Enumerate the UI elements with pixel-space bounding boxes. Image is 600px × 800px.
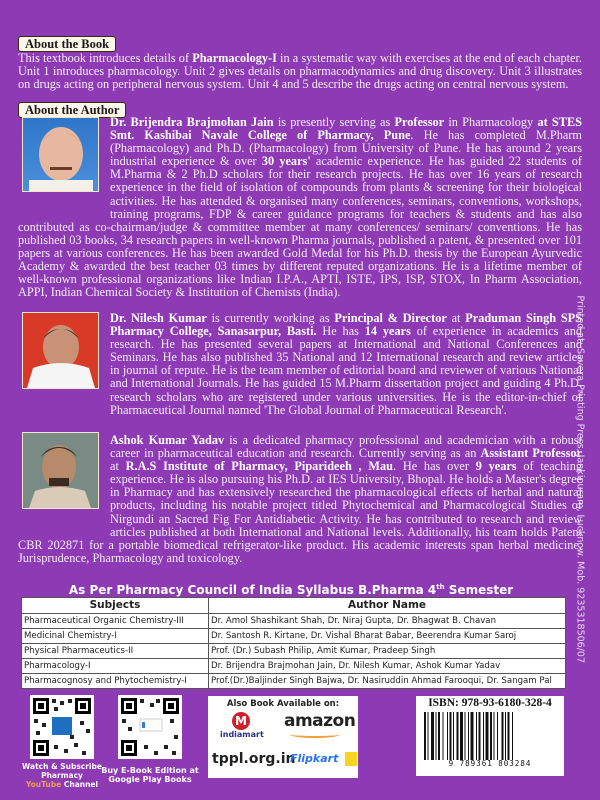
- syllabus-title: As Per Pharmacy Council of India Syllabus B.Pharma 4th Semester: [68, 583, 514, 597]
- subject-cell: Medicinal Chemistry-I: [22, 629, 209, 644]
- barcode-bar: [497, 712, 498, 760]
- barcode-bar: [471, 712, 474, 760]
- flipkart-logo[interactable]: Flipkart: [290, 752, 357, 766]
- barcode-bar: [508, 712, 510, 760]
- subject-cell: Pharmaceutical Organic Chemistry-III: [22, 614, 209, 629]
- availability-box: [208, 696, 358, 778]
- tppl-link[interactable]: tppl.org.in: [212, 751, 296, 767]
- header-subjects: Subjects: [22, 598, 209, 614]
- barcode-bar: [438, 712, 440, 760]
- about-book-text: This textbook introduces details of Pharmacology-I in a systematic way with exercises at the end of each chapter. Unit 1 introduces pharmacology. Unit 2 gives details on pharmacodynamics and drug discovery. Unit 3 illustrates on drugs acting on peripheral nervous system. Unit 4 and 5 describe the drugs acting on central nervous system.: [18, 51, 582, 92]
- barcode-bar: [505, 712, 506, 760]
- author3-bio: Ashok Kumar Yadav is a dedicated pharmacy professional and academician with a robust career in pharmaceutical education and research. Currently serving as an Assistant Professor at R.A.S Institute of Pharmacy, Piparideeh , Mau. He has over 9 years of teaching experience. He is also pursuing his Ph.D. at IES University, Bhopal. He holds a Master's degree in Pharmacy and has extensively researched the pharmacological effects of herbal and natural products, including his notable project titled Phytochemical and Pharmacological Studies of Nirgundi an Sacred Fig For Antidiabetic Activity. He has contributed to research and review articles published at both International and National levels. Additionally, his team holds Patent CBR 202871 for a portable biomedical refrigerator-like product. His academic interests span herbal medicine, Jurisprudence, Pharmacology and toxicology.: [18, 433, 583, 565]
- barcode-bar: [447, 712, 448, 760]
- table-row: [22, 659, 566, 674]
- barcode-bar: [453, 712, 454, 760]
- isbn-digits: 9 789361 803284: [448, 759, 532, 768]
- barcode-bar: [443, 712, 444, 760]
- youtube-caption: Watch & Subscribe Pharmacy YouTube Channel: [22, 762, 102, 789]
- flipkart-bag-icon: [345, 752, 357, 766]
- author-cell: Dr. Amol Shashikant Shah, Dr. Niraj Gupta, Dr. Bhagwat B. Chavan: [209, 614, 566, 629]
- barcode-bar: [436, 712, 437, 760]
- barcode-bars: [424, 712, 556, 760]
- barcode-bar: [483, 712, 484, 760]
- barcode-bar: [476, 712, 477, 760]
- availability-title: Also Book Available on:: [226, 699, 340, 709]
- barcode-bar: [494, 712, 495, 760]
- printer-info: Printed at: Savera Printing Press, Jankipuram, Lucknow. Mob. 9235318506/07: [574, 295, 586, 663]
- table-row: [22, 614, 566, 629]
- barcode-bar: [468, 712, 469, 760]
- author-cell: Prof. (Dr.) Subash Philip, Amit Kumar, Pradeep Singh: [209, 644, 566, 659]
- barcode-bar: [460, 712, 463, 760]
- header-author-name: Author Name: [209, 598, 566, 614]
- author-cell: Dr. Brijendra Brajmohan Jain, Dr. Nilesh Kumar, Ashok Kumar Yadav: [209, 659, 566, 674]
- barcode-bar: [479, 712, 481, 760]
- table-header-row: [22, 598, 566, 614]
- barcode-bar: [450, 712, 452, 760]
- barcode-bar: [431, 712, 434, 760]
- subject-cell: Pharmacognosy and Phytochemistry-I: [22, 674, 209, 689]
- syllabus-table: [21, 597, 566, 689]
- barcode-bar: [457, 712, 459, 760]
- barcode-bar: [486, 712, 489, 760]
- table-row: [22, 644, 566, 659]
- about-book-heading: About the Book: [18, 36, 116, 52]
- google-play-qr-code[interactable]: [118, 695, 182, 759]
- barcode-bar: [512, 712, 513, 760]
- google-play-caption: Buy E-Book Edition at Google Play Books: [101, 766, 199, 784]
- author-cell: Prof.(Dr.)Baljinder Singh Bajwa, Dr. Nasiruddin Ahmad Farooqui, Dr. Sangam Pal: [209, 674, 566, 689]
- barcode-bar: [428, 712, 429, 760]
- author2-bio: Dr. Nilesh Kumar is currently working as Principal & Director at Praduman Singh SPS Pharmacy College, Sanasarpur, Basti. He has 14 years of experience in academics and research. He has presented several papers at International and National Conferences and Seminars. He has also published 35 National and 12 International research and review articles in journal of repute. He is the team member of editorial board and reviewer of various National and International Journals. He has guided 15 M.Pharm dissertation project and guiding 4 Ph.D. research scholars who are registered under various universities. He is the editor-in-chief of Pharmaceutical Journal named 'The Global Journal of Pharmaceutical Research'.: [110, 311, 583, 417]
- author-cell: Dr. Santosh R. Kirtane, Dr. Vishal Bharat Babar, Beerendra Kumar Saroj: [209, 629, 566, 644]
- table-row: [22, 629, 566, 644]
- isbn-label: ISBN: 978-93-6180-328-4: [428, 697, 552, 709]
- subject-cell: Pharmacology-I: [22, 659, 209, 674]
- youtube-qr-code[interactable]: [30, 695, 94, 759]
- table-row: [22, 674, 566, 689]
- indiamart-logo[interactable]: M indiamart: [220, 714, 264, 739]
- barcode-bar: [502, 712, 504, 760]
- subject-cell: Physical Pharmaceutics-II: [22, 644, 209, 659]
- barcode-bar: [490, 712, 492, 760]
- barcode-bar: [465, 712, 466, 760]
- about-author-heading: About the Author: [18, 102, 126, 118]
- barcode-bar: [424, 712, 426, 760]
- isbn-barcode: [416, 696, 564, 776]
- author1-bio: Dr. Brijendra Brajmohan Jain is presently serving as Professor in Pharmacology at STES Smt. Kashibai Navale College of Pharmacy, Pune. He has completed M.Pharm (Pharmacology) and Ph.D. (Pharmacology) from University of Pune. He has around 2 years industrial experience & over 30 years' academic experience. He has guided 22 students of M.Pharma & 2 Ph.D scholars for their research projects. He has over 16 years of research experience in the field of isolation of compounds from plants & screening for their biological activities. He has attended & organised many conferences, seminars, conventions, workshops, training programs, FDP & career guidance programs for teachers & students and has also contributed as co-chairman/judge & committee member at many conferences/ seminars/ conventions. He has published 03 books, 34 research papers in well-known Pharma journals, published a patent, & presented over 101 papers at various conferences. He has been awarded Gold Medal for his Ph.D. thesis by the European Ayurvedic Academy & awarded the best teacher 03 times by different reputed organizations. He is a lifetime member of well-known professional organizations like Indian I.P.A., APTI, ISTE, IPS, ISP, STOX, In Pharm Association, APPI, Indian Chemical Society & Institution of Chemists (India).: [18, 115, 582, 300]
- amazon-logo[interactable]: amazon: [284, 711, 355, 731]
